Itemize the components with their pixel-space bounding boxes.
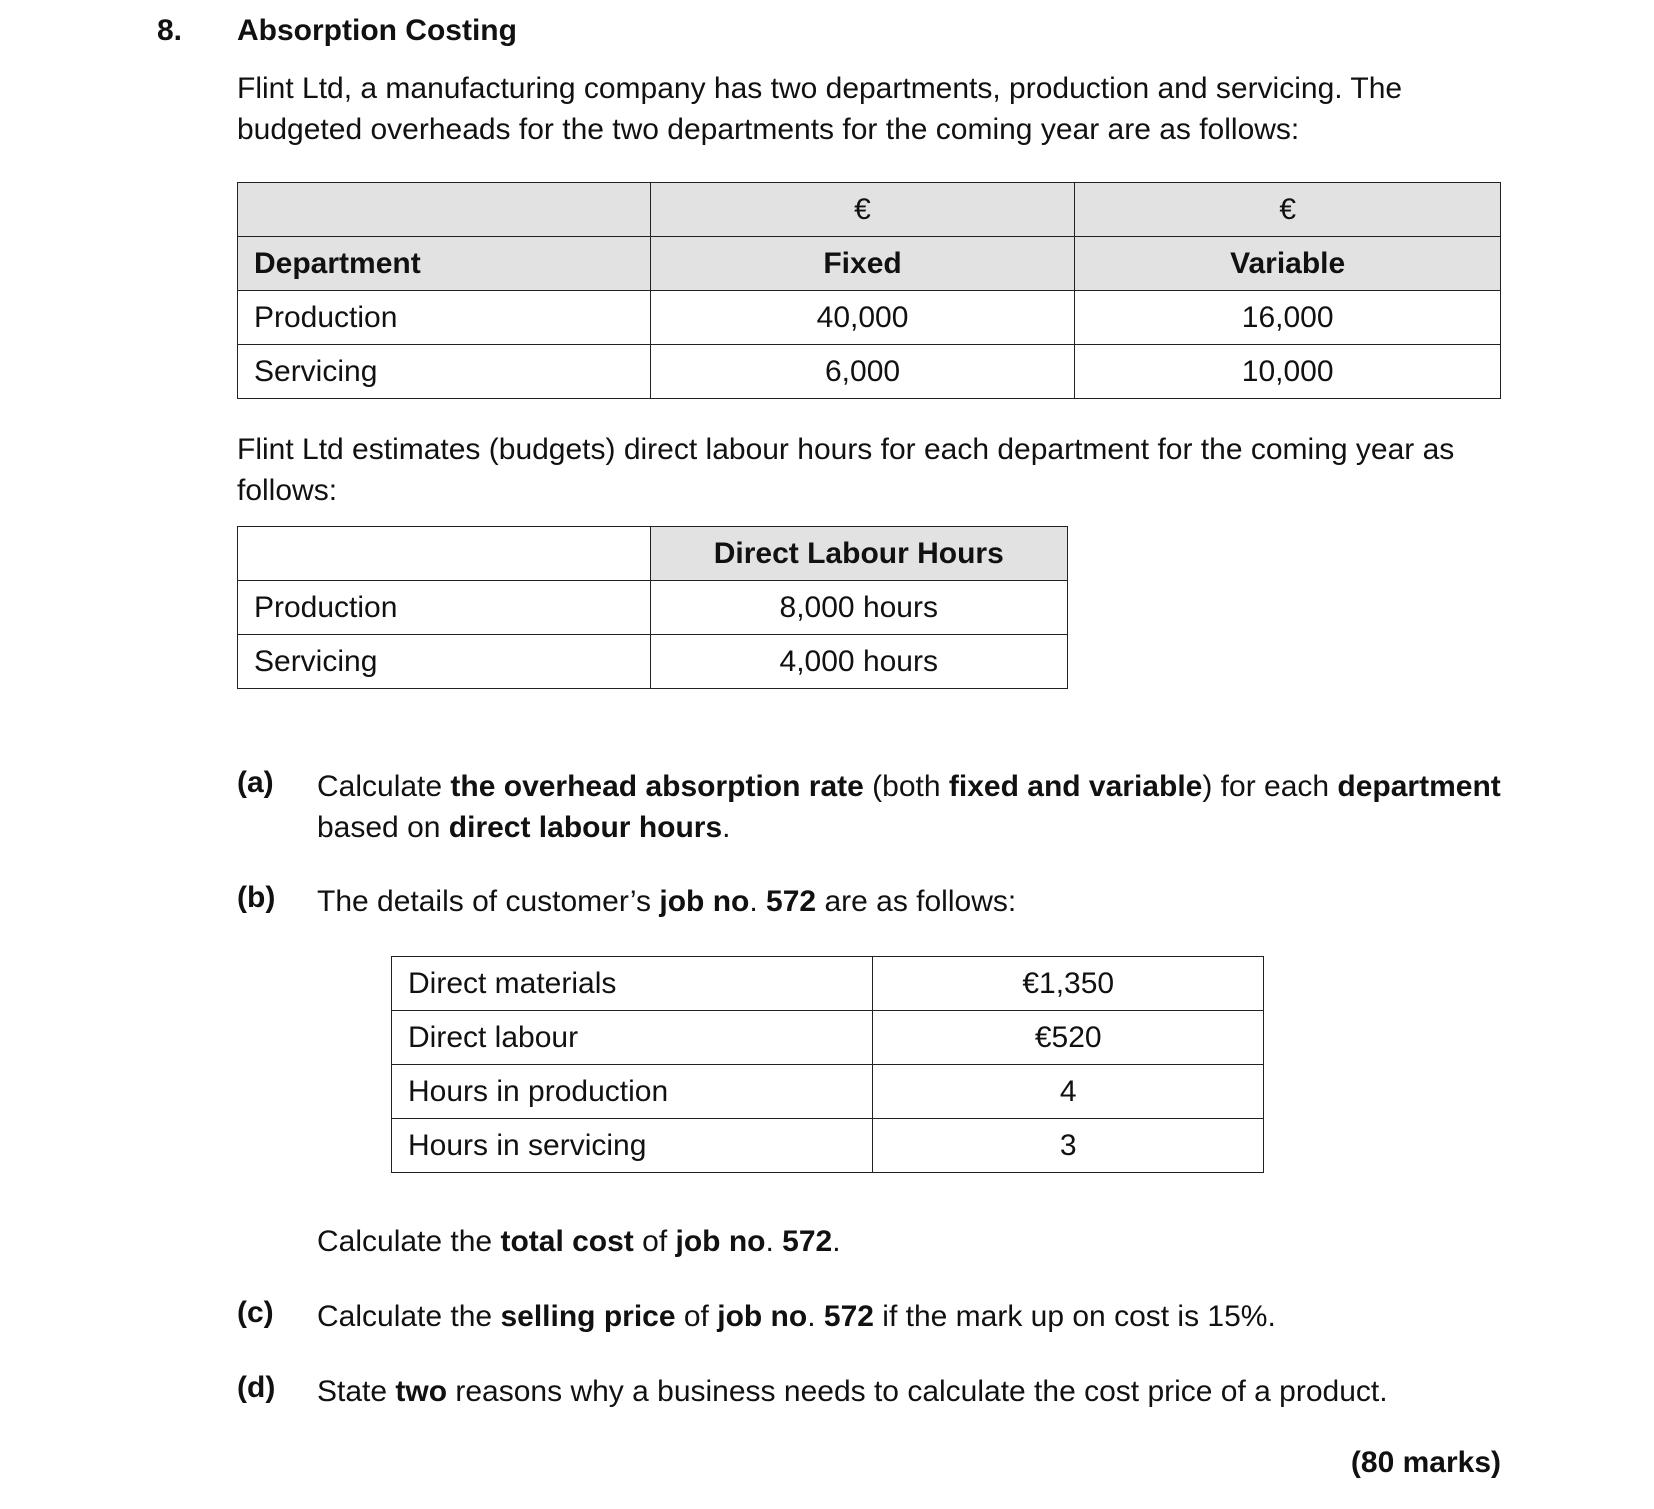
text-run: based on (317, 811, 449, 844)
emphasis-run: 572 (766, 885, 817, 918)
table-row (238, 345, 1501, 399)
currency-variable-cell: € (1075, 183, 1501, 237)
table-row (392, 1065, 1264, 1119)
intro-line-1: Flint Ltd, a manufacturing company has two departments, production and servicing. The (237, 72, 1403, 105)
emphasis-run: department (1337, 770, 1501, 803)
labour-hours-table (237, 526, 1068, 689)
department-cell: Production (238, 291, 651, 345)
emphasis-run: job no (675, 1225, 766, 1258)
table-row (392, 1011, 1264, 1065)
emphasis-run: direct labour hours (448, 811, 723, 844)
part-b-calculation (317, 1221, 841, 1262)
hours-cell: 8,000 hours (650, 581, 1067, 635)
job-value-cell: €520 (873, 1011, 1264, 1065)
fixed-header: Fixed (650, 237, 1075, 291)
department-header: Department (238, 237, 651, 291)
emphasis-run: two (395, 1375, 448, 1408)
job-value-cell: 3 (873, 1119, 1264, 1173)
part-d-text (317, 1371, 1388, 1412)
intro-paragraph (237, 68, 1402, 150)
table-row (392, 957, 1264, 1011)
job-item-cell: Hours in servicing (392, 1119, 873, 1173)
text-run: . (749, 885, 767, 918)
labour-intro-line-2: follows: (237, 474, 338, 507)
text-run: reasons why a business needs to calculate the cost price of a product. (447, 1375, 1388, 1408)
emphasis-run: fixed and variable (948, 770, 1203, 803)
labour-hours-header: Direct Labour Hours (650, 527, 1067, 581)
part-a-label: (a) (237, 766, 274, 799)
text-run: . (832, 1225, 841, 1258)
emphasis-run: selling price (500, 1300, 676, 1333)
fixed-cell: 40,000 (650, 291, 1075, 345)
table-row (238, 291, 1501, 345)
part-b-text (317, 881, 1016, 922)
table-row (238, 581, 1068, 635)
header-row (238, 527, 1068, 581)
text-run: . (722, 811, 731, 844)
emphasis-run: 572 (782, 1225, 833, 1258)
emphasis-run: the overhead absorption rate (450, 770, 864, 803)
text-run: of (633, 1225, 676, 1258)
text-run: Calculate (317, 770, 451, 803)
department-cell: Servicing (238, 635, 651, 689)
intro-line-2: budgeted overheads for the two departments for the coming year are as follows: (237, 113, 1300, 146)
job-value-cell: €1,350 (873, 957, 1264, 1011)
variable-cell: 10,000 (1075, 345, 1501, 399)
text-run: State (317, 1375, 396, 1408)
table-row (238, 635, 1068, 689)
text-run: . (765, 1225, 783, 1258)
fixed-cell: 6,000 (650, 345, 1075, 399)
emphasis-run: job no (717, 1300, 808, 1333)
job-value-cell: 4 (873, 1065, 1264, 1119)
part-a-line-1 (317, 766, 1517, 807)
department-cell: Production (238, 581, 651, 635)
hours-cell: 4,000 hours (650, 635, 1067, 689)
question-number: 8. (157, 14, 183, 47)
header-row (238, 237, 1501, 291)
part-c-label: (c) (237, 1296, 274, 1329)
question-title: Absorption Costing (237, 14, 517, 47)
text-run: ) for each (1202, 770, 1338, 803)
job-item-cell: Direct materials (392, 957, 873, 1011)
text-run: if the mark up on cost is 15%. (873, 1300, 1276, 1333)
text-run: of (675, 1300, 718, 1333)
text-run: The details of customer’s (317, 885, 660, 918)
currency-row (238, 183, 1501, 237)
text-run: Calculate the (317, 1300, 501, 1333)
table-row (392, 1119, 1264, 1173)
text-run: are as follows: (816, 885, 1017, 918)
part-a-text (317, 766, 1517, 848)
part-a-line-2 (317, 807, 1517, 848)
department-cell: Servicing (238, 345, 651, 399)
emphasis-run: 572 (823, 1300, 874, 1333)
job-item-cell: Hours in production (392, 1065, 873, 1119)
text-run: . (807, 1300, 824, 1333)
emphasis-run: job no (659, 885, 750, 918)
job-item-cell: Direct labour (392, 1011, 873, 1065)
labour-blank-cell (238, 527, 651, 581)
part-d-label: (d) (237, 1371, 276, 1404)
part-c-text (317, 1296, 1276, 1337)
labour-intro-line-1: Flint Ltd estimates (budgets) direct labour hours for each department for the coming year as (237, 433, 1455, 466)
variable-header: Variable (1075, 237, 1501, 291)
currency-fixed-cell: € (650, 183, 1075, 237)
text-run: Calculate the (317, 1225, 501, 1258)
variable-cell: 16,000 (1075, 291, 1501, 345)
part-b-label: (b) (237, 881, 276, 914)
currency-blank-cell (238, 183, 651, 237)
overheads-table (237, 182, 1501, 399)
job-details-table (391, 956, 1264, 1173)
marks-total: (80 marks) (1350, 1446, 1501, 1479)
text-run: (both (863, 770, 949, 803)
labour-intro-paragraph (237, 429, 1454, 511)
emphasis-run: total cost (500, 1225, 634, 1258)
